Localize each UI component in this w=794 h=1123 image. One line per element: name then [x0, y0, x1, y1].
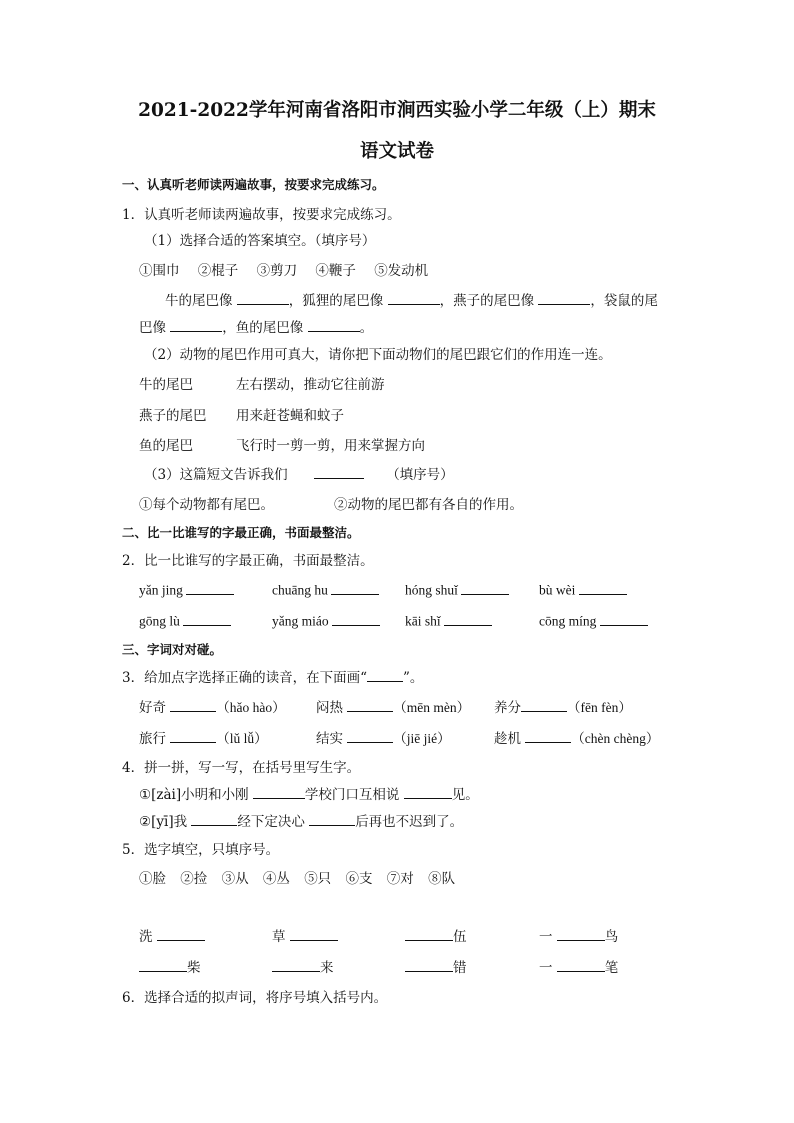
- q5-text: 柴: [187, 960, 201, 976]
- fill-line-1: [165, 289, 658, 309]
- question-3: [122, 666, 423, 686]
- q5-text: 错: [453, 960, 467, 976]
- pinyin-item: [539, 580, 627, 599]
- pinyin-text: bù wèi: [539, 582, 576, 598]
- q5-text: 一: [539, 929, 553, 945]
- pron-word: 趁机: [494, 731, 521, 747]
- blank[interactable]: [314, 465, 364, 480]
- blank[interactable]: [191, 812, 237, 827]
- blank[interactable]: [272, 958, 320, 973]
- q4-text: 学校门口互相说: [304, 787, 400, 803]
- pinyin-text: kāi shǐ: [405, 613, 441, 629]
- pron-options: （mēn mèn）: [393, 700, 471, 715]
- q5-text: 来: [320, 960, 334, 976]
- page-subtitle: 语文试卷: [359, 141, 434, 162]
- pron-word: 养分: [494, 700, 521, 716]
- blank[interactable]: [186, 580, 234, 595]
- q5-options: [139, 867, 455, 887]
- option-item: ①脸: [139, 871, 166, 887]
- blank[interactable]: [461, 580, 509, 595]
- question-3-text: ”。: [403, 670, 424, 686]
- q5-text: 一: [539, 960, 553, 976]
- q5-text: 草: [272, 929, 286, 945]
- blank[interactable]: [139, 958, 187, 973]
- page-title: 2021-2022学年河南省洛阳市涧西实验小学二年级（上）期末: [138, 100, 656, 121]
- option-item: ④鞭子: [315, 263, 356, 279]
- option-item: ③剪刀: [256, 263, 298, 279]
- underline-sample: [367, 668, 403, 683]
- pinyin-item: [405, 611, 492, 630]
- option-item: ④丛: [262, 871, 290, 887]
- q5-text: 洗: [139, 929, 153, 945]
- pinyin-item: [272, 580, 379, 599]
- blank[interactable]: [157, 927, 205, 942]
- pron-item: [139, 727, 268, 747]
- pron-word: 好奇: [139, 700, 166, 716]
- pron-options: （lǔ lǚ）: [216, 731, 268, 746]
- pron-word: 结实: [316, 731, 343, 747]
- q4-text: 后再也不迟到了。: [355, 814, 464, 830]
- q1-part3-label: （3）这篇短文告诉我们: [144, 467, 288, 483]
- pron-word: 旅行: [139, 731, 166, 747]
- fill-text: ，狐狸的尾巴像: [288, 293, 384, 309]
- match-animal: 牛的尾巴: [139, 377, 193, 393]
- pinyin-text: cōng míng: [539, 613, 597, 629]
- question-2: 2．比一比谁写的字最正确，书面最整洁。: [122, 553, 374, 569]
- option-item: ⑤只: [304, 871, 332, 887]
- pinyin-item: [139, 580, 234, 599]
- blank[interactable]: [525, 729, 571, 744]
- blank[interactable]: [600, 611, 648, 626]
- q4-text: 经下定决心: [237, 814, 305, 830]
- q1-part2-label: （2）动物的尾巴作用可真大，请你把下面动物们的尾巴跟它们的作用连一连。: [144, 347, 612, 363]
- option-item: ③从: [221, 871, 249, 887]
- blank[interactable]: [579, 580, 627, 595]
- q5-text: 鸟: [604, 929, 619, 945]
- q1-part3: [144, 463, 454, 483]
- q4-text: 见。: [451, 787, 479, 803]
- fill-line-2: [139, 316, 373, 336]
- blank[interactable]: [405, 958, 453, 973]
- blank[interactable]: [237, 291, 289, 306]
- q5-text: 伍: [453, 929, 467, 945]
- pinyin-text: hóng shuǐ: [405, 582, 458, 598]
- fill-text: 牛的尾巴像: [165, 293, 233, 309]
- fill-text: ，燕子的尾巴像: [439, 293, 535, 309]
- q4-line-2: [139, 810, 463, 830]
- blank[interactable]: [557, 958, 605, 973]
- pron-options: （fēn fèn）: [567, 700, 632, 715]
- blank[interactable]: [347, 698, 393, 713]
- blank[interactable]: [183, 611, 231, 626]
- section-1-header: 一、认真听老师读两遍故事，按要求完成练习。: [122, 177, 385, 192]
- fill-text: 巴像: [139, 320, 166, 336]
- q5-item: [272, 925, 338, 945]
- option-item: ⑥支: [345, 871, 373, 887]
- pinyin-text: gōng lù: [139, 613, 180, 629]
- q5-item: [139, 925, 205, 945]
- pron-item: [494, 696, 632, 716]
- blank[interactable]: [170, 698, 216, 713]
- pinyin-item: [405, 580, 509, 599]
- blank[interactable]: [557, 927, 605, 942]
- pron-options: （jiē jié）: [393, 731, 451, 746]
- fill-text: 。: [359, 320, 374, 336]
- section-3-header: 三、字词对对碰。: [122, 642, 223, 657]
- q5-text: 笔: [604, 960, 619, 976]
- pron-options: （hǎo hào）: [216, 700, 286, 715]
- pron-options: （chèn chèng）: [571, 731, 660, 746]
- option-item: ②棍子: [197, 263, 239, 279]
- option-item: ②捡: [180, 871, 208, 887]
- q5-item: [539, 925, 618, 945]
- question-5: 5．选字填空，只填序号。: [122, 842, 280, 858]
- fill-text: ，鱼的尾巴像: [222, 320, 304, 336]
- q1-part3-option: ①每个动物都有尾巴。: [139, 497, 274, 513]
- q4-text: ①[zài]小明和小刚: [139, 787, 249, 803]
- match-animal: 鱼的尾巴: [139, 438, 193, 454]
- option-item: ⑧队: [428, 871, 456, 887]
- pinyin-text: yǎng miáo: [272, 613, 329, 629]
- option-item: ⑦对: [386, 871, 414, 887]
- q4-line-1: [139, 783, 479, 803]
- pron-item: [316, 696, 470, 716]
- q5-item: [405, 925, 467, 945]
- question-6: 6．选择合适的拟声词，将序号填入括号内。: [122, 990, 388, 1006]
- blank[interactable]: [405, 927, 453, 942]
- pinyin-item: [539, 611, 648, 630]
- q1-part1-label: （1）选择合适的答案填空。（填序号）: [144, 233, 376, 249]
- q5-item: [139, 956, 201, 976]
- pron-item: [494, 727, 659, 747]
- match-use: 飞行时一剪一剪，用来掌握方向: [236, 438, 425, 454]
- pron-word: 闷热: [316, 700, 343, 716]
- blank[interactable]: [521, 698, 567, 713]
- pinyin-text: yǎn jing: [139, 582, 183, 598]
- blank[interactable]: [290, 927, 338, 942]
- blank[interactable]: [309, 812, 355, 827]
- pinyin-item: [139, 611, 231, 630]
- question-3-text: 3．给加点字选择正确的读音，在下面画“: [122, 670, 367, 686]
- blank[interactable]: [332, 611, 380, 626]
- q5-item: [539, 956, 618, 976]
- blank[interactable]: [170, 318, 222, 333]
- option-item: ①围巾: [139, 263, 180, 279]
- q1-options: [139, 259, 428, 279]
- pron-item: [139, 696, 286, 716]
- question-4: 4．拼一拼，写一写，在括号里写生字。: [122, 760, 361, 776]
- match-use: 左右摆动，推动它往前游: [236, 377, 385, 393]
- blank[interactable]: [308, 318, 360, 333]
- blank[interactable]: [444, 611, 492, 626]
- blank[interactable]: [331, 580, 379, 595]
- pinyin-text: chuāng hu: [272, 582, 328, 598]
- pinyin-item: [272, 611, 380, 630]
- option-item: ⑤发动机: [374, 263, 429, 279]
- match-use: 用来赶苍蝇和蚊子: [236, 408, 344, 424]
- blank[interactable]: [388, 291, 440, 306]
- blank[interactable]: [347, 729, 393, 744]
- q4-text: ②[yī]我: [139, 814, 188, 830]
- match-animal: 燕子的尾巴: [139, 408, 207, 424]
- blank[interactable]: [538, 291, 590, 306]
- q5-item: [405, 956, 467, 976]
- blank[interactable]: [253, 785, 305, 800]
- pron-item: [316, 727, 451, 747]
- blank[interactable]: [404, 785, 452, 800]
- question-1: 1．认真听老师读两遍故事，按要求完成练习。: [122, 207, 401, 223]
- section-2-header: 二、比一比谁写的字最正确，书面最整洁。: [122, 525, 360, 540]
- q1-part3-hint: （填序号）: [386, 467, 454, 483]
- q5-item: [272, 956, 334, 976]
- blank[interactable]: [170, 729, 216, 744]
- q1-part3-option: ②动物的尾巴都有各自的作用。: [334, 497, 523, 513]
- fill-text: ，袋鼠的尾: [590, 293, 658, 309]
